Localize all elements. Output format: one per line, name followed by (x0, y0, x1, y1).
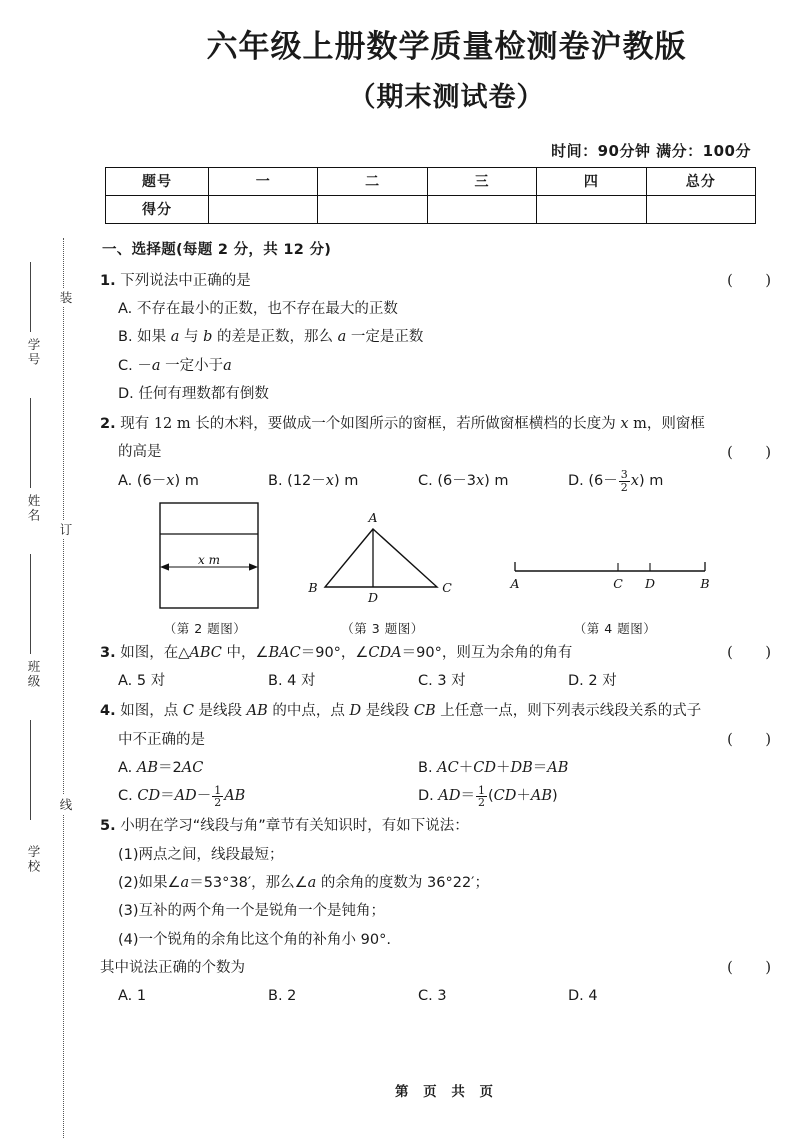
question-3-option-a[interactable]: A. 5 对 (118, 673, 166, 690)
svg-text:D: D (644, 575, 656, 591)
question-3-options (118, 667, 793, 695)
question-2-option-b[interactable]: B. (12－x) m (268, 472, 359, 489)
question-1-answer-blank[interactable]: ( ) (727, 272, 785, 289)
field-rule-xuehao-top (30, 262, 31, 332)
score-input-cell[interactable] (318, 195, 427, 223)
question-2 (100, 410, 793, 495)
svg-text:C: C (613, 575, 623, 591)
question-4-option-a[interactable]: A. AB＝2AC (118, 759, 204, 776)
question-2-option-c[interactable]: C. (6－3x) m (418, 472, 509, 489)
figure-3-caption: （第 3 题图） (341, 620, 424, 636)
question-3-number: 3. (100, 644, 116, 661)
question-1-stem (100, 267, 793, 295)
table-row-header (106, 167, 756, 195)
page-footer: 第 页 共 页 (394, 1084, 499, 1100)
question-5-option-b[interactable]: B. 2 (268, 988, 297, 1005)
segment-ab-svg (500, 543, 730, 613)
question-3-option-c[interactable]: C. 3 对 (418, 673, 466, 690)
question-5-subitem-4: (4)一个锐角的余角比这个角的补角小 90°. (118, 931, 391, 948)
question-1-option-b[interactable]: B. 如果 a 与 b 的差是正数，那么 a 一定是正数 (118, 329, 424, 346)
question-4-options-row2 (118, 782, 793, 810)
question-1 (100, 267, 793, 408)
question-3-stem: 3. 如图，在△ABC 中，∠BAC＝90°，∠CDA＝90°，则互为余角的角有 ( ) (118, 639, 793, 667)
svg-text:A: A (368, 509, 378, 525)
score-input-cell[interactable] (646, 195, 755, 223)
question-5-option-c[interactable]: C. 3 (418, 988, 447, 1005)
question-2-option-a[interactable]: A. (6－x) m (118, 472, 199, 489)
question-2-options (118, 467, 793, 495)
svg-text:A: A (510, 575, 520, 591)
figure-segment-ab (500, 543, 730, 637)
score-header-cell: 题号 (106, 167, 209, 195)
field-rule-banji-bottom (30, 720, 31, 820)
question-1-option-a[interactable]: A. 不存在最小的正数，也不存在最大的正数 (118, 301, 398, 318)
question-5-subitem-2: (2)如果∠a＝53°38′，那么∠a 的余角的度数为 36°22′； (118, 875, 489, 891)
question-3-option-d[interactable]: D. 2 对 (568, 673, 617, 690)
question-1-text: 下列说法中正确的是 (120, 272, 251, 289)
question-5-text: 小明在学习“线段与角”章节有关知识时，有如下说法： (120, 818, 469, 835)
question-2-number: 2. (100, 416, 116, 433)
question-1-number: 1. (100, 272, 116, 289)
question-3-option-b[interactable]: B. 4 对 (268, 673, 316, 690)
question-5-subitem-1: (1)两点之间，线段最短； (118, 846, 284, 863)
question-5-answer-blank[interactable]: ( ) (727, 959, 785, 976)
question-2-option-d[interactable]: D. (6－ $\frac{3}{2}$ x) m (568, 468, 664, 494)
question-2-answer-blank[interactable]: ( ) (727, 445, 785, 462)
question-4-option-d[interactable]: D. AD＝ $\frac{1}{2}$ (CD＋AB) (418, 783, 558, 810)
question-4-answer-blank[interactable]: ( ) (727, 732, 785, 749)
seal-char-zhuang: 装 (56, 288, 74, 307)
field-rule-xuehao-bottom (30, 398, 31, 488)
field-label-xingming: 姓名 (26, 494, 41, 523)
question-5-option-d[interactable]: D. 4 (568, 988, 598, 1005)
figure-triangle-abc (295, 501, 470, 637)
figure-window-frame (120, 501, 290, 637)
svg-text:B: B (700, 575, 710, 591)
score-header-cell: 三 (427, 167, 536, 195)
seal-char-xian: 线 (56, 795, 74, 814)
section-heading-choice: 一、选择题(每题 2 分，共 12 分) (102, 241, 332, 258)
field-label-xuehao: 学号 (26, 338, 41, 367)
window-frame-svg (120, 501, 290, 613)
question-5-tail (100, 954, 793, 982)
seal-char-ding: 订 (56, 520, 74, 539)
question-4-option-c[interactable]: C. CD＝AD－ $\frac{1}{2}$ AB (118, 783, 246, 810)
question-1-option-c[interactable]: C. －a 一定小于a (118, 357, 232, 374)
question-5-stem (100, 812, 793, 840)
page-title: 六年级上册数学质量检测卷沪教版 (206, 29, 687, 65)
field-rule-xingming-bottom (30, 554, 31, 654)
exam-meta: 时间：90分钟 满分：100分 (551, 141, 751, 160)
question-5-subitem-3: (3)互补的两个角一个是锐角一个是钝角； (118, 903, 386, 920)
score-table (105, 167, 756, 224)
triangle-abc-svg (295, 501, 470, 613)
page-subtitle: （期末测试卷） (348, 81, 545, 113)
question-5-tail-text: 其中说法正确的个数为 (100, 959, 245, 976)
seal-dotted-line (63, 238, 64, 1138)
svg-text:x m: x m (198, 552, 220, 567)
question-3 (100, 639, 793, 696)
question-5 (100, 812, 793, 1010)
score-header-cell: 四 (537, 167, 646, 195)
figure-row (100, 501, 793, 636)
svg-text:C: C (442, 579, 452, 595)
score-input-cell[interactable] (209, 195, 318, 223)
question-4-number: 4. (100, 703, 116, 720)
question-3-answer-blank[interactable]: ( ) (727, 644, 785, 661)
exam-sheet (100, 0, 793, 1122)
question-5-number: 5. (100, 818, 116, 835)
field-label-banji: 班级 (26, 660, 41, 689)
binding-margin (0, 0, 100, 1122)
question-4-options-row1 (118, 754, 793, 782)
svg-text:B: B (308, 579, 318, 595)
figure-4-caption: （第 4 题图） (573, 620, 657, 636)
question-5-options (118, 982, 793, 1010)
score-header-cell: 一 (209, 167, 318, 195)
svg-text:D: D (367, 589, 379, 605)
question-4-option-b[interactable]: B. AC＋CD＋DB＝AB (418, 759, 569, 776)
score-header-cell: 总分 (646, 167, 755, 195)
score-row-label: 得分 (106, 195, 209, 223)
score-input-cell[interactable] (537, 195, 646, 223)
score-header-cell: 二 (318, 167, 427, 195)
field-label-xuexiao: 学校 (26, 845, 41, 874)
question-4 (100, 697, 793, 810)
figure-2-caption: （第 2 题图） (163, 620, 247, 636)
score-input-cell[interactable] (427, 195, 536, 223)
table-row-score (106, 195, 756, 223)
question-5-option-a[interactable]: A. 1 (118, 988, 147, 1005)
question-2-stem: 2. 现有 12 m 长的木料，要做成一个如图所示的窗框，若所做窗框横档的长度为 x m，则窗框的高是 ( ) (118, 410, 793, 467)
question-4-stem: 4. 如图，点 C 是线段 AB 的中点，点 D 是线段 CB 上任意一点，则下列表示线段关系的式子中不正确的是 ( ) (118, 697, 793, 754)
question-1-option-d[interactable]: D. 任何有理数都有倒数 (118, 385, 269, 402)
